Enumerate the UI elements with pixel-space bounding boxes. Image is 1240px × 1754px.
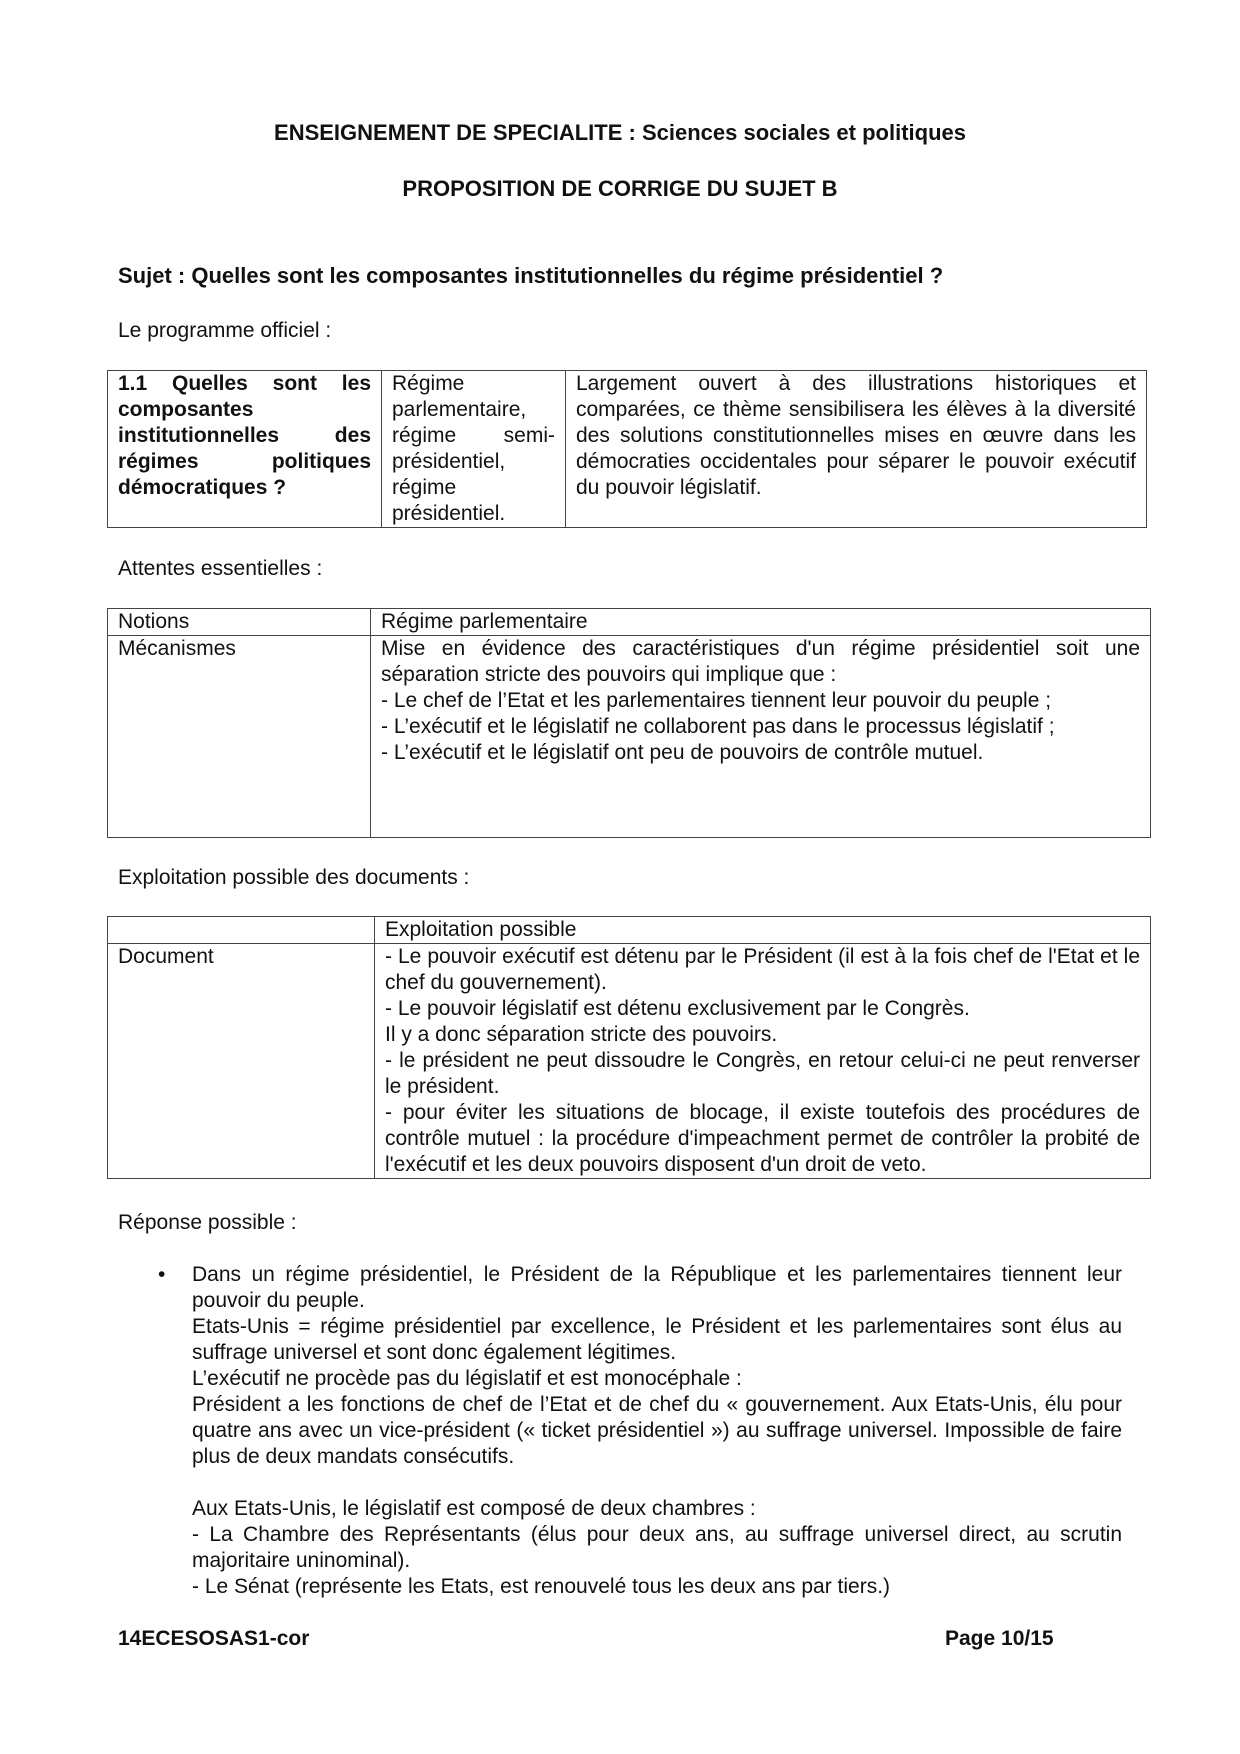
programme-description: Largement ouvert à des illustrations historiques et comparées, ce thème sensibilisera les élèves à la diversité des solutions constitutionnelles mises en œuvre dans les démocraties occidentales pour séparer le pouvoir exécutif du pouvoir législatif. bbox=[566, 371, 1147, 528]
line: - Le pouvoir législatif est détenu exclusivement par le Congrès. bbox=[385, 997, 970, 1020]
paragraph: - Le Sénat (représente les Etats, est renouvelé tous les deux ans par tiers.) bbox=[192, 1575, 891, 1598]
programme-notions: Régime parlementaire, régime semi-présidentiel, régime présidentiel. bbox=[382, 371, 566, 528]
title-line2: PROPOSITION DE CORRIGE DU SUJET B bbox=[402, 176, 838, 201]
attentes-label: Attentes essentielles : bbox=[118, 557, 323, 580]
paragraph: Dans un régime présidentiel, le Président de la République et les parlementaires tiennent leur pouvoir du peuple. bbox=[192, 1263, 1122, 1312]
table-row bbox=[108, 636, 1151, 838]
line: Il y a donc séparation stricte des pouvoirs. bbox=[385, 1023, 778, 1046]
row-value: Régime parlementaire bbox=[371, 609, 1151, 636]
bullet: • bbox=[158, 1263, 166, 1286]
line: - pour éviter les situations de blocage, il existe toutefois des procédures de contrôle mutuel : la procédure d'impeachment permet de contrôler la probité de l'exécutif et les deux pouvoirs disposent d'un droit de veto. bbox=[385, 1101, 1140, 1176]
reponse-body bbox=[192, 1262, 1122, 1600]
row-value bbox=[375, 944, 1151, 1179]
row-value bbox=[371, 636, 1151, 838]
line: Mise en évidence des caractéristiques d'un régime présidentiel soit une séparation stricte des pouvoirs qui implique que : bbox=[381, 637, 1140, 686]
title-line1: ENSEIGNEMENT DE SPECIALITE : Sciences sociales et politiques bbox=[274, 120, 966, 145]
line: - L’exécutif et le législatif ont peu de pouvoirs de contrôle mutuel. bbox=[381, 741, 984, 764]
reponse-label: Réponse possible : bbox=[118, 1211, 297, 1234]
paragraph: Etats-Unis = régime présidentiel par excellence, le Président et les parlementaires sont élus au suffrage universel et sont donc également légitimes. bbox=[192, 1315, 1122, 1364]
row-key: Mécanismes bbox=[108, 636, 371, 838]
exploitation-label: Exploitation possible des documents : bbox=[118, 866, 470, 889]
footer-code: 14ECESOSAS1-cor bbox=[118, 1627, 310, 1650]
paragraph: - La Chambre des Représentants (élus pour deux ans, au suffrage universel direct, au scrutin majoritaire uninominal). bbox=[192, 1523, 1122, 1572]
line: - Le chef de l’Etat et les parlementaires tiennent leur pouvoir du peuple ; bbox=[381, 689, 1052, 712]
exploitation-table bbox=[107, 916, 1151, 1179]
paragraph: Président a les fonctions de chef de l’Etat et de chef du « gouvernement. Aux Etats-Unis, élu pour quatre ans avec un vice-président (« ticket présidentiel ») au suffrage universel. Impossible de faire plus de deux mandats consécutifs. bbox=[192, 1393, 1122, 1468]
table-row bbox=[108, 609, 1151, 636]
programme-question: 1.1 Quelles sont les composantes institutionnelles des régimes politiques démocratiques ? bbox=[108, 371, 382, 528]
row-key: Document bbox=[108, 944, 375, 1179]
programme-label: Le programme officiel : bbox=[118, 319, 332, 342]
column-header: Exploitation possible bbox=[375, 917, 1151, 944]
paragraph: Aux Etats-Unis, le législatif est composé de deux chambres : bbox=[192, 1497, 756, 1520]
line: - le président ne peut dissoudre le Congrès, en retour celui-ci ne peut renverser le président. bbox=[385, 1049, 1140, 1098]
subject-heading: Sujet : Quelles sont les composantes institutionnelles du régime présidentiel ? bbox=[118, 263, 944, 288]
footer-page: Page 10/15 bbox=[945, 1627, 1054, 1650]
row-key: Notions bbox=[108, 609, 371, 636]
line: - L’exécutif et le législatif ne collaborent pas dans le processus législatif ; bbox=[381, 715, 1055, 738]
line: - Le pouvoir exécutif est détenu par le Président (il est à la fois chef de l'Etat et le chef du gouvernement). bbox=[385, 945, 1140, 994]
paragraph: L’exécutif ne procède pas du législatif et est monocéphale : bbox=[192, 1367, 742, 1390]
attentes-table bbox=[107, 608, 1151, 838]
programme-table bbox=[107, 370, 1147, 528]
